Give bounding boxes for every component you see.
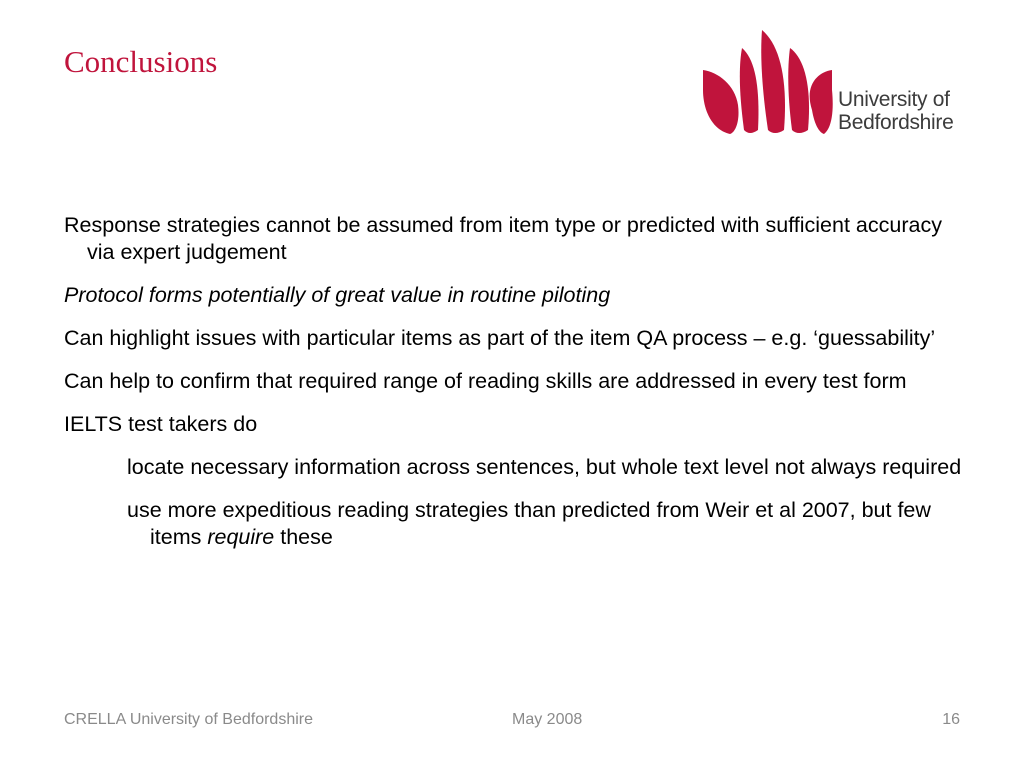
point-1: Response strategies cannot be assumed from item type or predicted with sufficient accuracy via expert judgement [64,213,942,264]
sub-point-2-tail: these [274,525,333,549]
petals-icon [700,30,835,140]
point-5: IELTS test takers do [64,412,258,436]
point-4: Can help to confirm that required range of reading skills are addressed in every test form [64,369,907,393]
footer-organization: CRELLA University of Bedfordshire [64,711,313,728]
sub-point-2-emphasis: require [207,525,275,549]
footer-date: May 2008 [512,711,583,728]
university-logo [700,30,970,140]
slide-title: Conclusions [64,44,218,79]
sub-point-1: locate necessary information across sentences, but whole text level not always required [127,455,962,479]
point-3: Can highlight issues with particular items as part of the item QA process – e.g. ‘guessability’ [64,326,936,350]
sub-point-2 [127,497,964,551]
sub-point-2-text: use more expeditious reading strategies than predicted from Weir et al 2007, but few items [127,498,931,549]
point-2: Protocol forms potentially of great value in routine piloting [64,283,611,307]
logo-wordmark [838,88,953,134]
slide-body [64,212,964,567]
logo-line-2: Bedfordshire [838,111,954,134]
logo-line-1: University of [838,88,950,111]
footer-page-number: 16 [942,711,960,728]
